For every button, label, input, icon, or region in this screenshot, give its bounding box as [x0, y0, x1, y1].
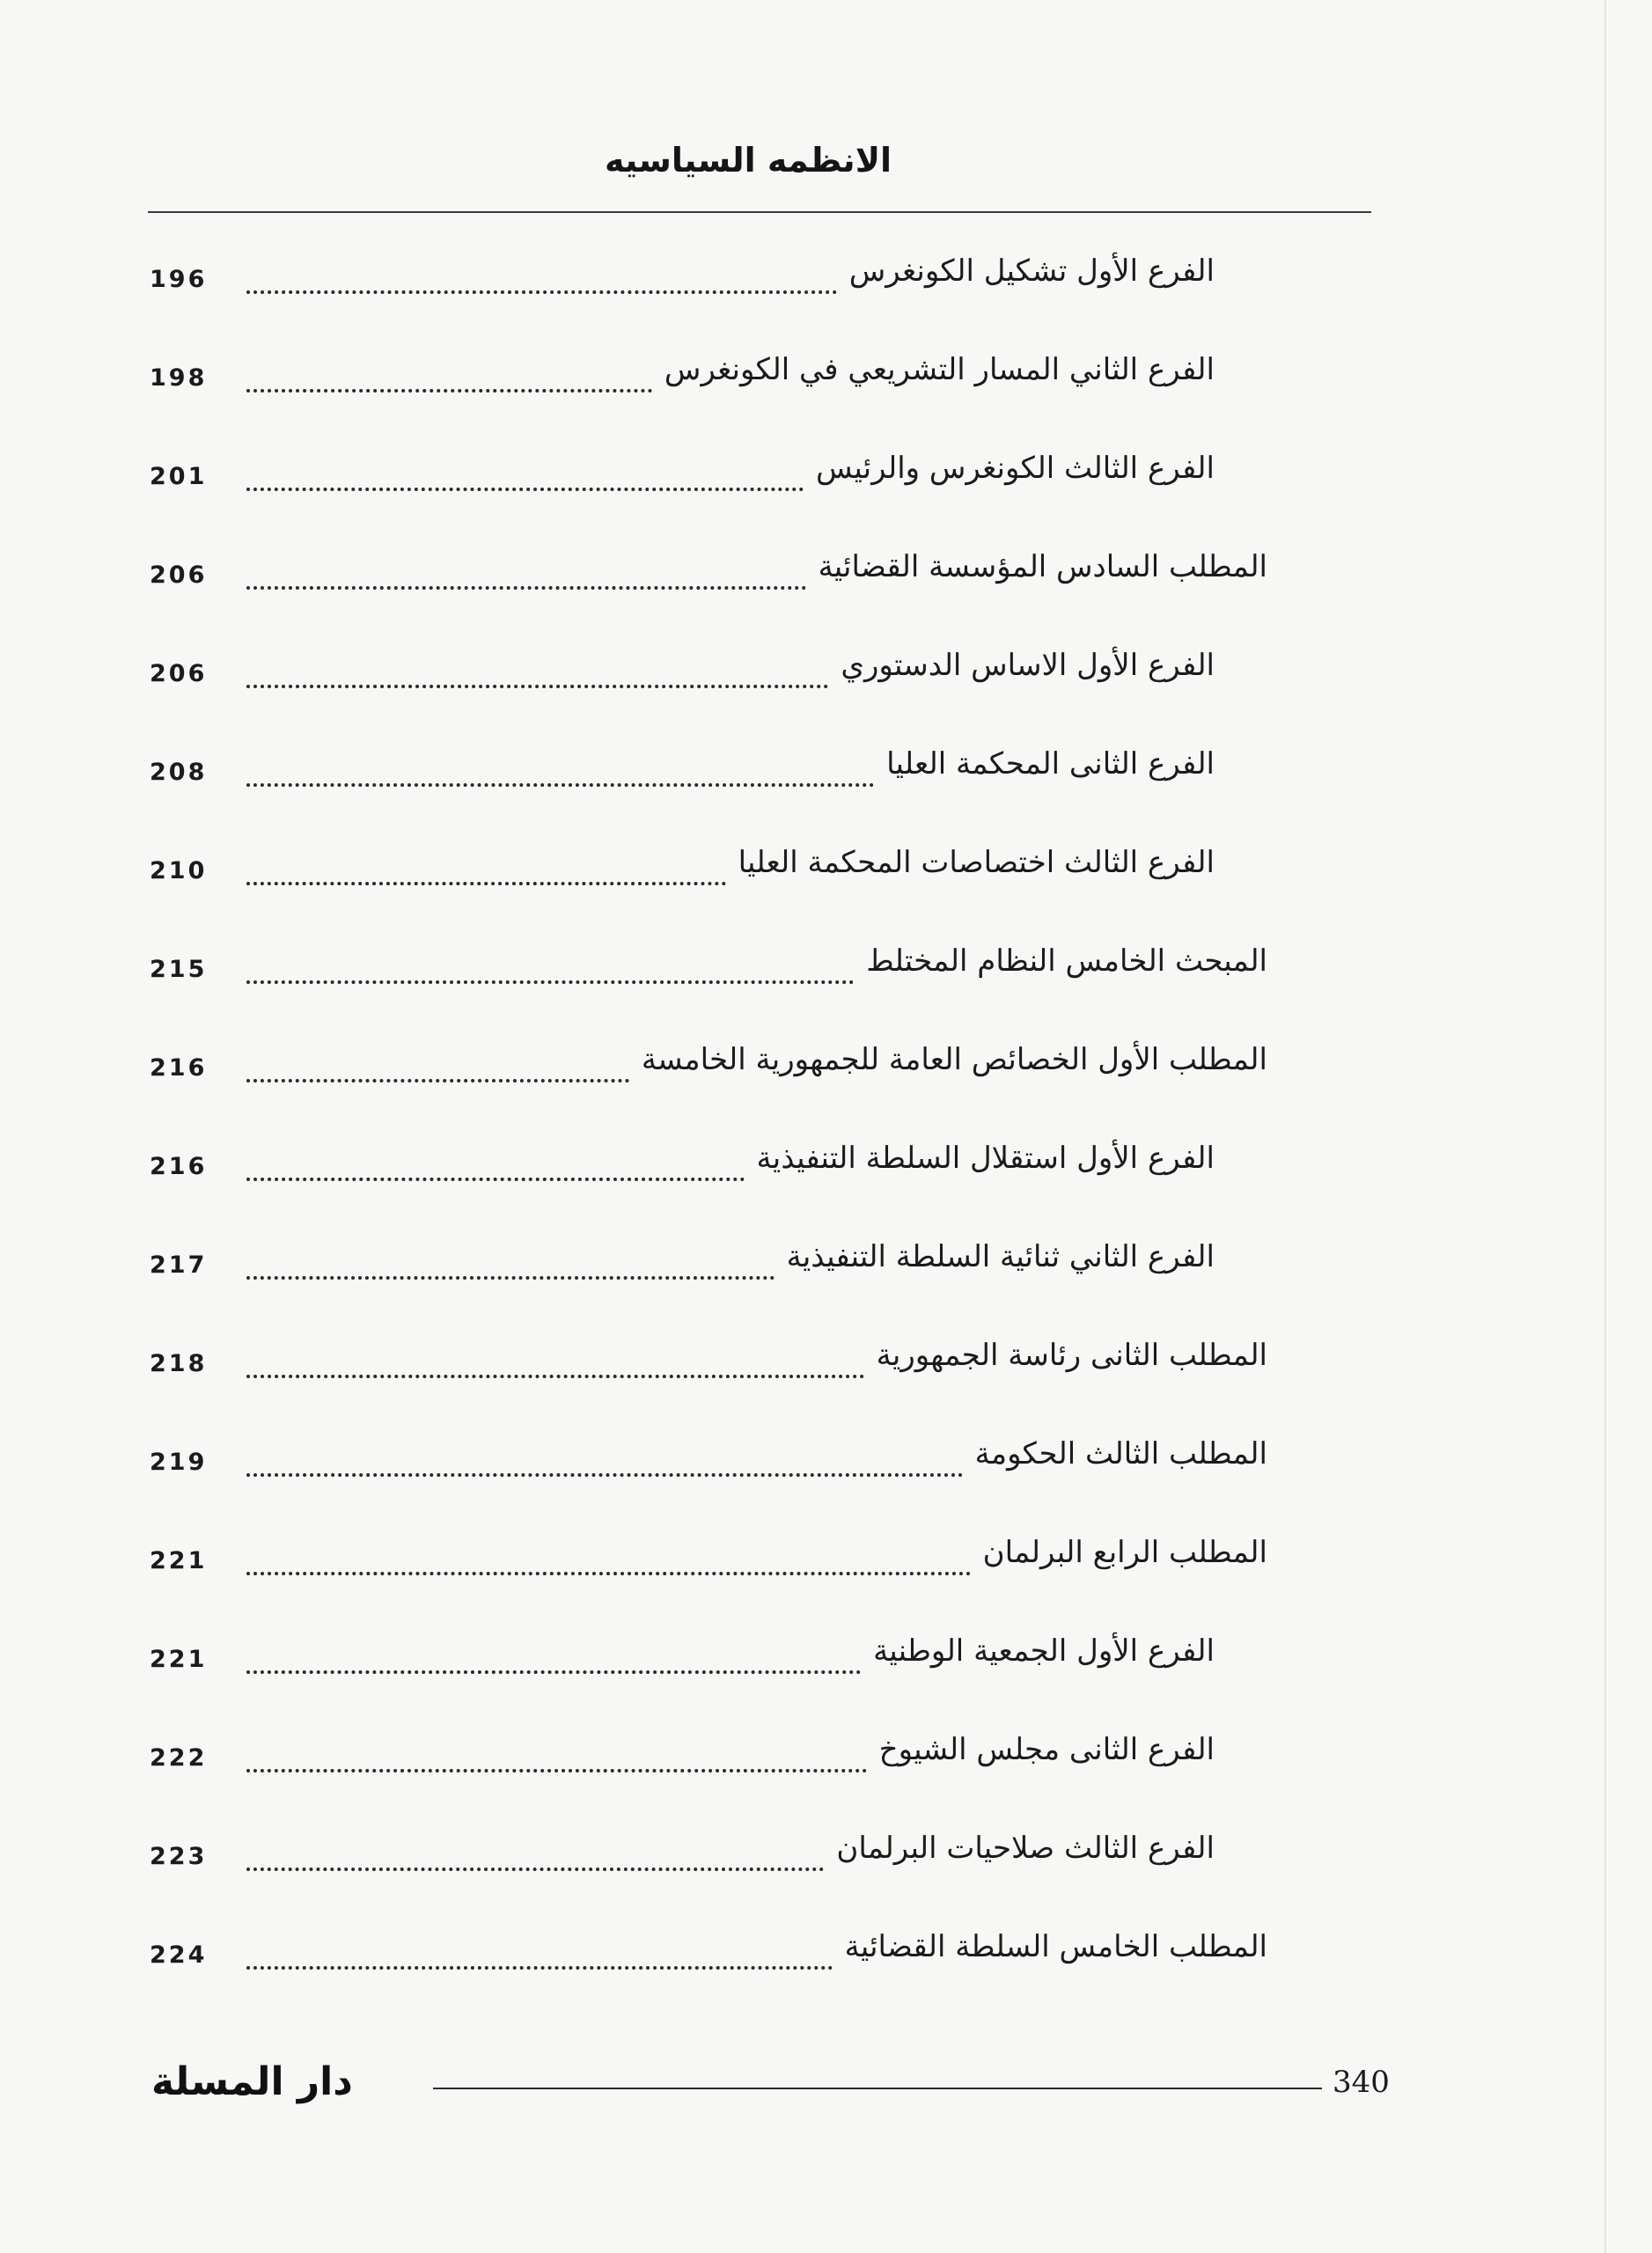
toc-entry-page: 219: [150, 1449, 208, 1476]
toc-entry-page: 223: [150, 1843, 208, 1870]
toc-entry: [150, 424, 1267, 523]
toc-entry-page: 206: [150, 660, 208, 687]
dot-leader: [246, 685, 828, 688]
dot-leader: [246, 783, 874, 787]
toc-entry-title: المطلب الخامس السلطة القضائية: [844, 1929, 1267, 1964]
toc-entry-title: المطلب الرابع البرلمان: [982, 1535, 1267, 1570]
toc-entry-title: الفرع الأول الاساس الدستوري: [841, 648, 1215, 683]
publisher-name: دار المسلة: [151, 2059, 353, 2104]
dot-leader: [246, 1868, 824, 1871]
toc-entry-page: 208: [150, 759, 208, 786]
toc-entry: [150, 818, 1267, 917]
toc-entry-page: 198: [150, 364, 208, 392]
toc-entry: [150, 1903, 1267, 2001]
header-rule: [148, 211, 1371, 213]
page-edge: [1604, 0, 1606, 2253]
toc-entry: [150, 1804, 1267, 1903]
page-number: 340: [1333, 2065, 1390, 2100]
toc-entry-page: 216: [150, 1054, 208, 1082]
toc-entry-title: الفرع الثانى المحكمة العليا: [886, 746, 1215, 782]
toc-entry-page: 217: [150, 1251, 208, 1279]
toc-entry-page: 221: [150, 1646, 208, 1673]
dot-leader: [246, 1769, 867, 1772]
toc-entry: [150, 1508, 1267, 1607]
toc-entry-page: 224: [150, 1941, 208, 1969]
dot-leader: [246, 488, 804, 491]
dot-leader: [246, 882, 726, 885]
dot-leader: [246, 1473, 963, 1477]
toc-entry: [150, 1706, 1267, 1804]
toc-entry-page: 196: [150, 266, 208, 293]
toc-entry-page: 201: [150, 463, 208, 490]
toc-entry-title: المطلب الثانى رئاسة الجمهورية: [876, 1338, 1267, 1373]
table-of-contents: [150, 227, 1267, 2001]
toc-entry-page: 216: [150, 1153, 208, 1180]
dot-leader: [246, 980, 854, 984]
toc-entry: [150, 917, 1267, 1016]
toc-entry-page: 210: [150, 857, 208, 884]
dot-leader: [246, 290, 837, 294]
dot-leader: [246, 1670, 861, 1674]
toc-entry-title: المطلب الثالث الحكومة: [974, 1436, 1267, 1471]
toc-entry-title: المطلب السادس المؤسسة القضائية: [818, 549, 1267, 584]
toc-entry-page: 206: [150, 561, 208, 589]
toc-entry-title: الفرع الثاني ثنائية السلطة التنفيذية: [786, 1239, 1215, 1274]
dot-leader: [246, 1572, 971, 1575]
dot-leader: [246, 586, 806, 590]
toc-entry-title: الفرع الثاني المسار التشريعي في الكونغرس: [664, 352, 1215, 387]
toc-entry-title: المطلب الأول الخصائص العامة للجمهورية الخامسة: [641, 1042, 1267, 1077]
toc-entry-page: 215: [150, 956, 208, 983]
toc-entry-title: الفرع الأول تشكيل الكونغرس: [848, 253, 1215, 289]
toc-entry: [150, 326, 1267, 424]
toc-entry: [150, 1607, 1267, 1706]
toc-entry: [150, 1410, 1267, 1508]
toc-entry: [150, 1114, 1267, 1213]
footer-rule: [433, 2088, 1322, 2089]
toc-entry-title: الفرع الثالث الكونغرس والرئيس: [816, 451, 1215, 486]
toc-entry-title: الفرع الأول الجمعية الوطنية: [873, 1633, 1215, 1669]
toc-entry: [150, 523, 1267, 621]
dot-leader: [246, 1178, 745, 1181]
toc-entry: [150, 1016, 1267, 1114]
toc-entry-page: 218: [150, 1350, 208, 1377]
toc-entry-title: الفرع الثالث اختصاصات المحكمة العليا: [738, 845, 1215, 880]
toc-entry: [150, 720, 1267, 818]
toc-entry-page: 221: [150, 1547, 208, 1574]
toc-entry: [150, 1311, 1267, 1410]
toc-entry-title: المبحث الخامس النظام المختلط: [866, 943, 1267, 979]
toc-entry: [150, 227, 1267, 326]
toc-entry-title: الفرع الأول استقلال السلطة التنفيذية: [756, 1141, 1215, 1176]
toc-entry-title: الفرع الثانى مجلس الشيوخ: [878, 1732, 1215, 1767]
toc-entry-page: 222: [150, 1744, 208, 1772]
toc-entry-title: الفرع الثالث صلاحيات البرلمان: [836, 1831, 1215, 1866]
toc-entry: [150, 621, 1267, 720]
running-header-title: الانظمه السياسيه: [604, 141, 892, 180]
dot-leader: [246, 1276, 775, 1280]
dot-leader: [246, 1079, 629, 1082]
dot-leader: [246, 1966, 833, 1970]
dot-leader: [246, 389, 652, 393]
dot-leader: [246, 1375, 864, 1378]
toc-entry: [150, 1213, 1267, 1311]
